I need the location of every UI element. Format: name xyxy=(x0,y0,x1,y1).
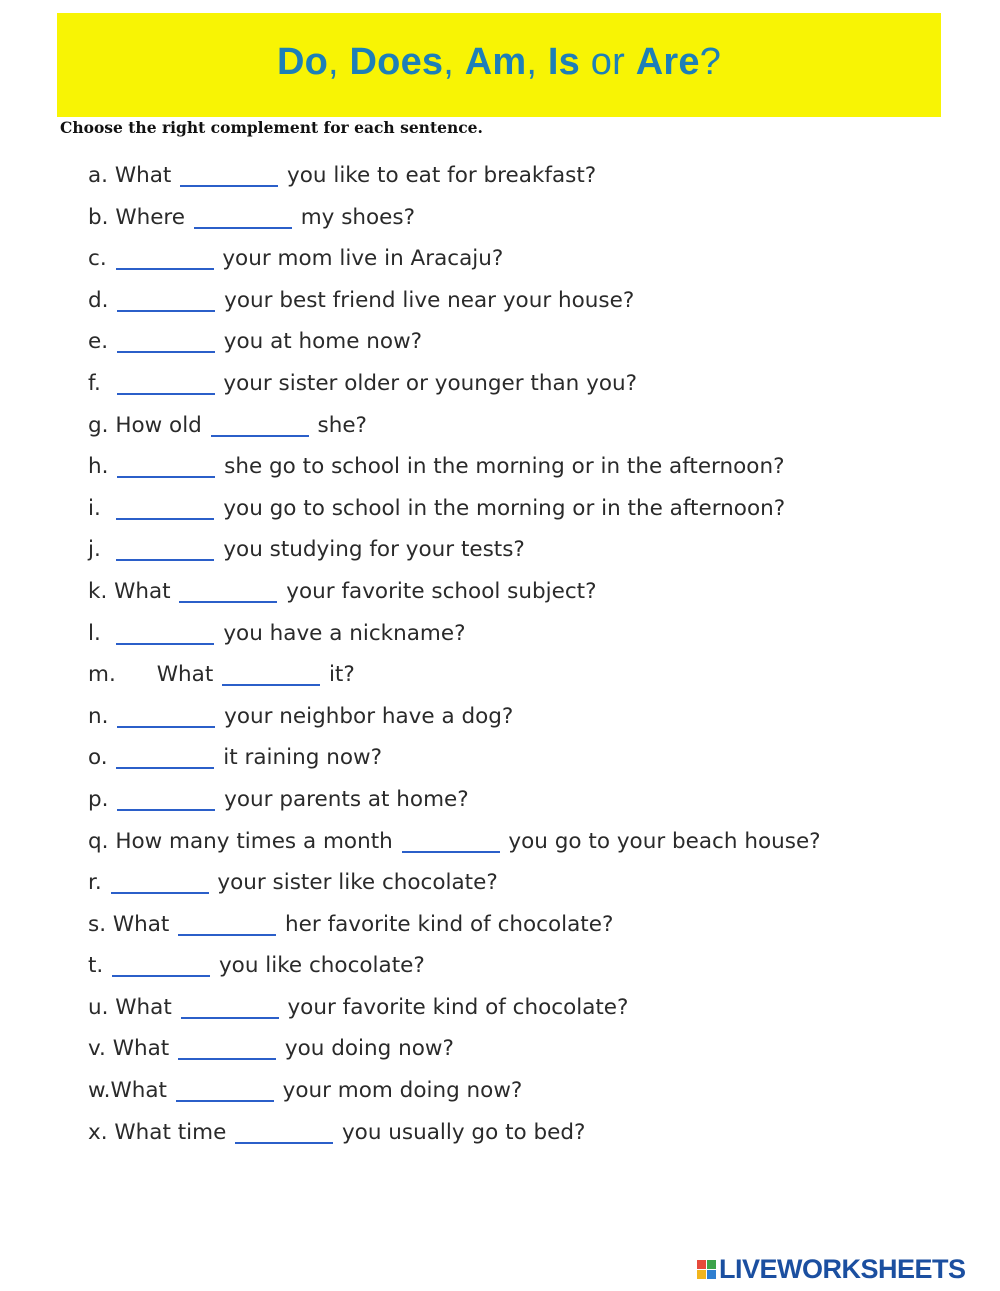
question-item xyxy=(88,492,968,534)
question-prefix: h. xyxy=(88,454,116,480)
question-suffix: it? xyxy=(322,662,355,688)
question-suffix: your favorite kind of chocolate? xyxy=(280,994,629,1020)
answer-blank-input[interactable] xyxy=(111,867,209,894)
answer-blank-input[interactable] xyxy=(112,950,210,977)
question-prefix: e. xyxy=(88,329,115,355)
question-item xyxy=(88,201,968,243)
question-suffix: your sister like chocolate? xyxy=(210,870,498,896)
answer-blank-input[interactable] xyxy=(116,493,214,520)
question-suffix: you like chocolate? xyxy=(212,953,425,979)
answer-blank-input[interactable] xyxy=(222,659,320,686)
question-prefix: l. xyxy=(88,620,115,646)
question-prefix: u. What xyxy=(88,994,179,1020)
question-suffix: you like to eat for breakfast? xyxy=(280,163,597,188)
question-item xyxy=(88,783,968,825)
title-banner xyxy=(57,13,941,117)
question-item xyxy=(88,159,968,201)
question-item xyxy=(88,908,968,950)
question-prefix: k. What xyxy=(88,578,178,604)
title-word-is: Is xyxy=(547,41,581,83)
question-prefix: t. xyxy=(88,953,111,979)
question-item xyxy=(88,991,968,1033)
answer-blank-input[interactable] xyxy=(117,784,215,811)
answer-blank-input[interactable] xyxy=(235,1117,333,1144)
question-item xyxy=(88,1074,968,1116)
question-suffix: she go to school in the morning or in the afternoon? xyxy=(217,454,785,480)
title-word-are: Are xyxy=(635,41,700,83)
question-suffix: your best friend live near your house? xyxy=(217,287,635,313)
question-item xyxy=(88,617,968,659)
question-prefix: i. xyxy=(88,495,115,521)
answer-blank-input[interactable] xyxy=(116,243,214,270)
question-prefix: s. What xyxy=(88,911,177,937)
answer-blank-input[interactable] xyxy=(402,826,500,853)
question-prefix: g. How old xyxy=(88,412,209,438)
question-item xyxy=(88,658,968,700)
question-suffix: it raining now? xyxy=(216,745,382,771)
question-item xyxy=(88,700,968,742)
question-prefix: r. xyxy=(88,870,109,896)
answer-blank-input[interactable] xyxy=(181,992,279,1019)
logo-mark-icon xyxy=(697,1260,716,1279)
title-question-mark: ? xyxy=(699,41,722,83)
question-prefix: f. xyxy=(88,370,115,396)
title-word-do: Do xyxy=(276,41,328,83)
answer-blank-input[interactable] xyxy=(117,701,215,728)
answer-blank-input[interactable] xyxy=(116,618,214,645)
question-item xyxy=(88,242,968,284)
question-suffix: her favorite kind of chocolate? xyxy=(278,911,614,937)
instructions: Choose the right complement for each sentence. xyxy=(60,118,483,137)
answer-blank-input[interactable] xyxy=(178,909,276,936)
title-word-am: Am xyxy=(464,41,527,83)
page-title xyxy=(57,13,941,84)
question-suffix: she? xyxy=(310,412,367,438)
answer-blank-input[interactable] xyxy=(117,451,215,478)
question-list xyxy=(88,159,968,1157)
question-suffix: my shoes? xyxy=(293,204,416,230)
question-item xyxy=(88,367,968,409)
question-prefix: d. xyxy=(88,287,116,313)
question-suffix: your sister older or younger than you? xyxy=(216,370,638,396)
question-suffix: your parents at home? xyxy=(217,786,469,812)
question-suffix: you usually go to bed? xyxy=(335,1119,586,1145)
question-item xyxy=(88,284,968,326)
answer-blank-input[interactable] xyxy=(179,576,277,603)
logo-text: LIVEWORKSHEETS xyxy=(719,1253,966,1284)
question-item xyxy=(88,450,968,492)
question-item xyxy=(88,533,968,575)
answer-blank-input[interactable] xyxy=(211,410,309,437)
question-prefix: x. What time xyxy=(88,1119,234,1145)
liveworksheets-logo xyxy=(697,1253,966,1285)
question-item xyxy=(88,1116,968,1158)
question-prefix: c. xyxy=(88,246,114,272)
question-suffix: your neighbor have a dog? xyxy=(217,703,514,729)
answer-blank-input[interactable] xyxy=(117,326,215,353)
answer-blank-input[interactable] xyxy=(117,368,215,395)
title-separator: , xyxy=(443,41,465,83)
question-item xyxy=(88,409,968,451)
question-item xyxy=(88,825,968,867)
question-prefix: m. What xyxy=(88,662,221,688)
question-suffix: your mom doing now? xyxy=(275,1078,523,1104)
question-prefix: b. Where xyxy=(88,204,192,230)
question-suffix: you studying for your tests? xyxy=(216,537,525,563)
answer-blank-input[interactable] xyxy=(116,534,214,561)
question-suffix: your mom live in Aracaju? xyxy=(215,246,504,272)
question-prefix: q. How many times a month xyxy=(88,828,400,854)
question-suffix: you go to your beach house? xyxy=(501,828,821,854)
answer-blank-input[interactable] xyxy=(117,285,215,312)
question-suffix: you at home now? xyxy=(216,329,423,355)
question-prefix: o. xyxy=(88,745,115,771)
question-prefix: w.What xyxy=(88,1078,174,1104)
question-prefix: a. What xyxy=(88,163,179,188)
answer-blank-input[interactable] xyxy=(194,202,292,229)
title-word-or: or xyxy=(580,41,636,83)
question-prefix: n. xyxy=(88,703,116,729)
question-item xyxy=(88,949,968,991)
question-item xyxy=(88,325,968,367)
answer-blank-input[interactable] xyxy=(116,742,214,769)
answer-blank-input[interactable] xyxy=(180,160,278,187)
answer-blank-input[interactable] xyxy=(176,1075,274,1102)
question-prefix: v. What xyxy=(88,1036,177,1062)
question-item xyxy=(88,741,968,783)
answer-blank-input[interactable] xyxy=(178,1033,276,1060)
question-suffix: your favorite school subject? xyxy=(279,578,597,604)
question-item xyxy=(88,866,968,908)
question-suffix: you have a nickname? xyxy=(216,620,466,646)
question-item xyxy=(88,575,968,617)
title-separator: , xyxy=(526,41,548,83)
question-suffix: you doing now? xyxy=(278,1036,454,1062)
title-separator: , xyxy=(328,41,350,83)
question-prefix: p. xyxy=(88,786,116,812)
question-item xyxy=(88,1032,968,1074)
question-suffix: you go to school in the morning or in the afternoon? xyxy=(216,495,786,521)
title-word-does: Does xyxy=(349,41,444,83)
question-prefix: j. xyxy=(88,537,115,563)
